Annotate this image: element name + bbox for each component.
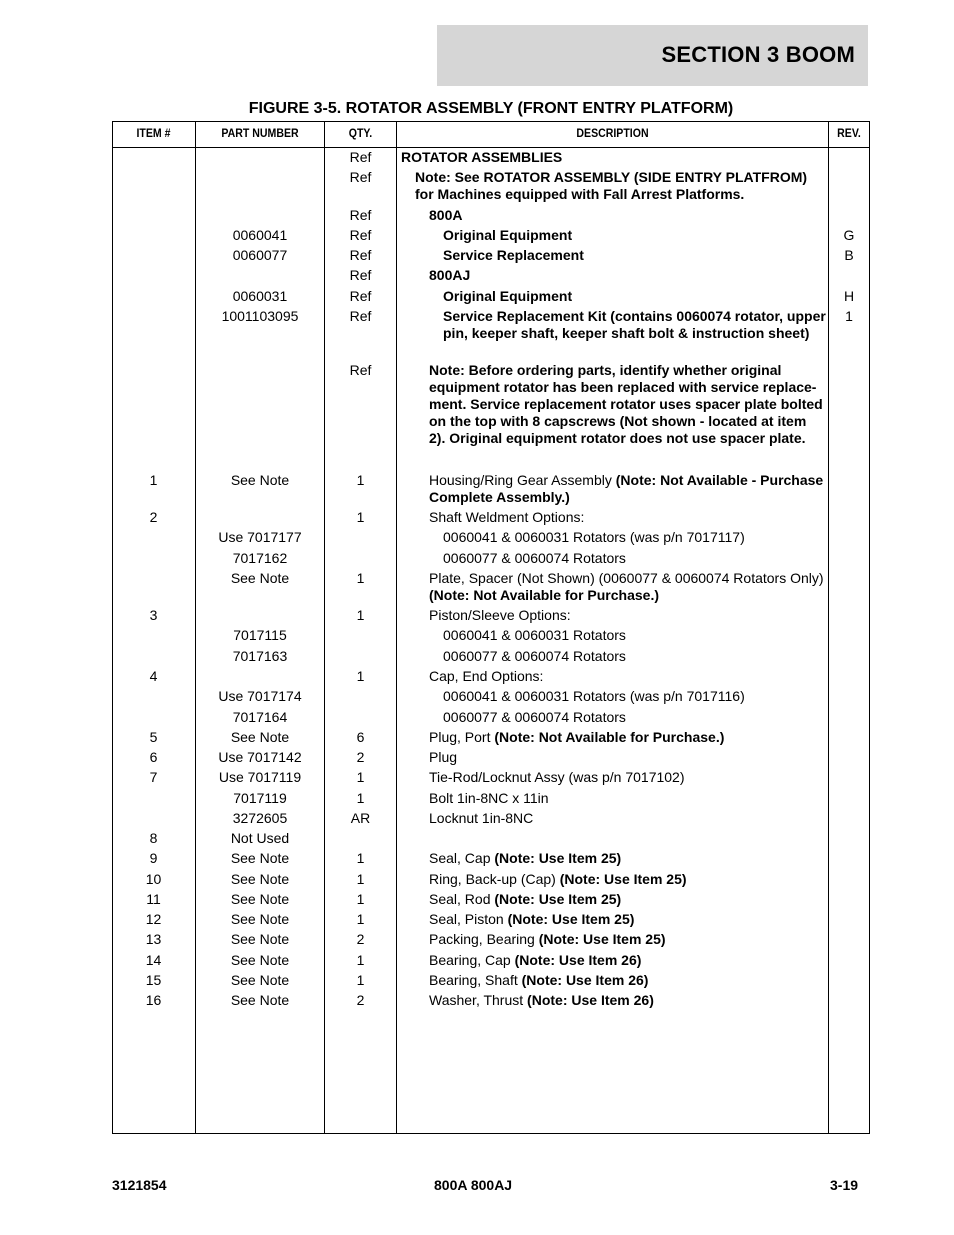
description-note: (Note: Not Available for Purchase.) — [429, 587, 660, 603]
description-note: (Note: Not Available - Purchase Complete Assembly.) — [429, 472, 824, 505]
quantity: 1 — [356, 911, 365, 927]
description-text: 0060041 & 0060031 Rotators (was p/n 7017117) — [443, 529, 745, 545]
quantity: 2 — [356, 992, 365, 1008]
quantity: 2 — [356, 749, 365, 765]
part-number: Use 7017174 — [218, 688, 302, 704]
description — [401, 911, 826, 928]
revision: G — [843, 227, 855, 243]
quantity: Ref — [349, 362, 372, 378]
description-text: Seal, Piston — [429, 911, 508, 927]
part-number: See Note — [230, 972, 290, 988]
description-text: Seal, Rod — [429, 891, 495, 907]
description — [401, 749, 826, 766]
quantity: Ref — [349, 308, 372, 324]
item-number: 1 — [149, 472, 158, 488]
description — [401, 769, 826, 786]
item-number: 2 — [149, 509, 158, 525]
item-number: 9 — [149, 850, 158, 866]
quantity: Ref — [349, 288, 372, 304]
part-number: 0060041 — [232, 227, 288, 243]
description — [401, 607, 826, 624]
description-text: Seal, Cap — [429, 850, 495, 866]
part-number: See Note — [230, 992, 290, 1008]
description-note: Original Equipment — [443, 288, 573, 304]
description — [401, 952, 826, 969]
item-number: 16 — [145, 992, 162, 1008]
description — [401, 810, 826, 827]
description — [401, 267, 826, 284]
part-number: See Note — [230, 871, 290, 887]
column-header-part-number: PART NUMBER — [221, 126, 299, 140]
part-number: See Note — [230, 952, 290, 968]
description-text: Housing/Ring Gear Assembly — [429, 472, 616, 488]
description — [401, 729, 826, 746]
part-number: Not Used — [230, 830, 290, 846]
part-number: 0060031 — [232, 288, 288, 304]
description-note: (Note: Use Item 25) — [559, 871, 687, 887]
description — [401, 362, 826, 447]
description — [401, 931, 826, 948]
part-number: See Note — [230, 931, 290, 947]
part-number: 7017163 — [232, 648, 288, 664]
quantity: Ref — [349, 169, 372, 185]
item-number: 14 — [145, 952, 162, 968]
part-number: See Note — [230, 570, 290, 586]
description-text: 0060041 & 0060031 Rotators — [443, 627, 626, 643]
description-text: Bearing, Shaft — [429, 972, 522, 988]
description — [401, 688, 826, 705]
part-number: 7017119 — [233, 790, 287, 806]
part-number: 1001103095 — [221, 308, 299, 324]
footer-doc-number: 3121854 — [112, 1177, 167, 1193]
description-note: Original Equipment — [443, 227, 573, 243]
description-note: (Note: Use Item 25) — [494, 850, 622, 866]
quantity: Ref — [349, 207, 372, 223]
description-text: Plug, Port — [429, 729, 495, 745]
description-note: Service Replacement Kit (contains 0060074 rotator, upper pin, keeper shaft, keeper shaft bolt & instruction sheet) — [443, 308, 826, 341]
description — [401, 972, 826, 989]
quantity: 1 — [356, 972, 365, 988]
quantity: 1 — [356, 668, 365, 684]
description — [401, 227, 826, 244]
footer-model: 800A 800AJ — [434, 1177, 513, 1193]
part-number: See Note — [230, 911, 290, 927]
quantity: 1 — [356, 472, 365, 488]
description-note: (Note: Use Item 26) — [514, 952, 642, 968]
description — [401, 529, 826, 546]
description — [401, 169, 826, 203]
description — [401, 790, 826, 807]
quantity: 1 — [356, 891, 365, 907]
description-text: Shaft Weldment Options: — [429, 509, 585, 525]
item-number: 10 — [145, 871, 162, 887]
quantity: 1 — [356, 790, 365, 806]
quantity: Ref — [349, 247, 372, 263]
description-text: Plate, Spacer (Not Shown) (0060077 & 0060074 Rotators Only) — [429, 570, 824, 586]
footer-page-number: 3-19 — [830, 1177, 859, 1193]
quantity: 1 — [356, 769, 365, 785]
part-number: Use 7017177 — [218, 529, 302, 545]
description — [401, 288, 826, 305]
description-text: Bolt 1in-8NC x 11in — [429, 790, 549, 806]
description-text: 0060041 & 0060031 Rotators (was p/n 7017116) — [443, 688, 745, 704]
description-text: 0060077 & 0060074 Rotators — [443, 709, 626, 725]
description-note: (Note: Use Item 26) — [521, 972, 649, 988]
section-title: SECTION 3 BOOM — [661, 42, 855, 67]
description — [401, 871, 826, 888]
description-note: (Note: Use Item 25) — [507, 911, 635, 927]
description-text: Tie-Rod/Locknut Assy (was p/n 7017102) — [429, 769, 685, 785]
header-divider — [112, 147, 870, 148]
description — [401, 992, 826, 1009]
description — [401, 891, 826, 908]
quantity: Ref — [349, 227, 372, 243]
quantity: 1 — [356, 607, 365, 623]
description — [401, 472, 826, 506]
description — [401, 570, 826, 604]
part-number: See Note — [230, 729, 290, 745]
description-note: 800AJ — [429, 267, 471, 283]
description-text: Piston/Sleeve Options: — [429, 607, 571, 623]
column-divider — [396, 121, 397, 1134]
column-header-item: ITEM # — [136, 126, 171, 140]
part-number: Use 7017119 — [218, 769, 302, 785]
description-note: Note: Before ordering parts, identify whether original equipment rotator has been replaced with service replace-ment. Service replacement rotator uses spacer plate bolted on the top with 8 capscrews (Not shown - located at item 2). Original equipment rotator does not use spacer plate. — [429, 362, 823, 446]
column-divider — [828, 121, 829, 1134]
description-note: ROTATOR ASSEMBLIES — [401, 149, 563, 165]
description-text: Packing, Bearing — [429, 931, 539, 947]
description-note: Note: See ROTATOR ASSEMBLY (SIDE ENTRY PLATFROM) for Machines equipped with Fall Arrest Platforms. — [415, 169, 808, 202]
revision: B — [844, 247, 854, 263]
description — [401, 627, 826, 644]
quantity: 1 — [356, 570, 365, 586]
part-number: 7017162 — [232, 550, 288, 566]
part-number: See Note — [230, 472, 290, 488]
description — [401, 207, 826, 224]
column-header-description: DESCRIPTION — [576, 126, 649, 140]
description-text: Locknut 1in-8NC — [429, 810, 534, 826]
quantity: 1 — [356, 871, 365, 887]
quantity: 2 — [356, 931, 365, 947]
quantity: Ref — [349, 149, 372, 165]
description-text: Washer, Thrust — [429, 992, 528, 1008]
quantity: 1 — [356, 850, 365, 866]
quantity: 6 — [356, 729, 365, 745]
quantity: Ref — [349, 267, 372, 283]
description-text: Bearing, Cap — [429, 952, 515, 968]
quantity: AR — [350, 810, 371, 826]
description — [401, 850, 826, 867]
item-number: 15 — [145, 972, 162, 988]
item-number: 7 — [149, 769, 158, 785]
part-number: See Note — [230, 891, 290, 907]
revision: H — [843, 288, 855, 304]
description-text: Cap, End Options: — [429, 668, 544, 684]
description-text: Plug — [429, 749, 458, 765]
part-number: 0060077 — [232, 247, 288, 263]
description — [401, 709, 826, 726]
item-number: 5 — [149, 729, 158, 745]
item-number: 3 — [149, 607, 158, 623]
description — [401, 648, 826, 665]
description-text: 0060077 & 0060074 Rotators — [443, 550, 626, 566]
quantity: 1 — [356, 952, 365, 968]
part-number: 7017164 — [232, 709, 288, 725]
item-number: 4 — [149, 668, 158, 684]
description — [401, 668, 826, 685]
part-number: See Note — [230, 850, 290, 866]
description — [401, 149, 826, 166]
item-number: 8 — [149, 830, 158, 846]
description-note: (Note: Use Item 26) — [527, 992, 654, 1008]
quantity: 1 — [356, 509, 365, 525]
part-number: 3272605 — [232, 810, 288, 826]
description-text: Ring, Back-up (Cap) — [429, 871, 560, 887]
item-number: 12 — [145, 911, 162, 927]
description-note: (Note: Use Item 25) — [494, 891, 622, 907]
description-text: 0060077 & 0060074 Rotators — [443, 648, 626, 664]
item-number: 11 — [146, 891, 161, 907]
column-header-rev: REV. — [837, 126, 861, 140]
revision: 1 — [845, 308, 853, 324]
item-number: 13 — [145, 931, 162, 947]
part-number: Use 7017142 — [218, 749, 302, 765]
description — [401, 550, 826, 567]
description-note: Service Replacement — [443, 247, 584, 263]
description-note: (Note: Not Available for Purchase.) — [494, 729, 725, 745]
description — [401, 247, 826, 264]
description-note: (Note: Use Item 25) — [538, 931, 666, 947]
description — [401, 308, 826, 342]
part-number: 7017115 — [233, 627, 287, 643]
description — [401, 509, 826, 526]
column-header-qty: QTY. — [348, 126, 373, 140]
section-header — [437, 25, 868, 86]
item-number: 6 — [149, 749, 158, 765]
figure-title: FIGURE 3-5. ROTATOR ASSEMBLY (FRONT ENTRY PLATFORM) — [248, 100, 734, 117]
description-note: 800A — [429, 207, 463, 223]
